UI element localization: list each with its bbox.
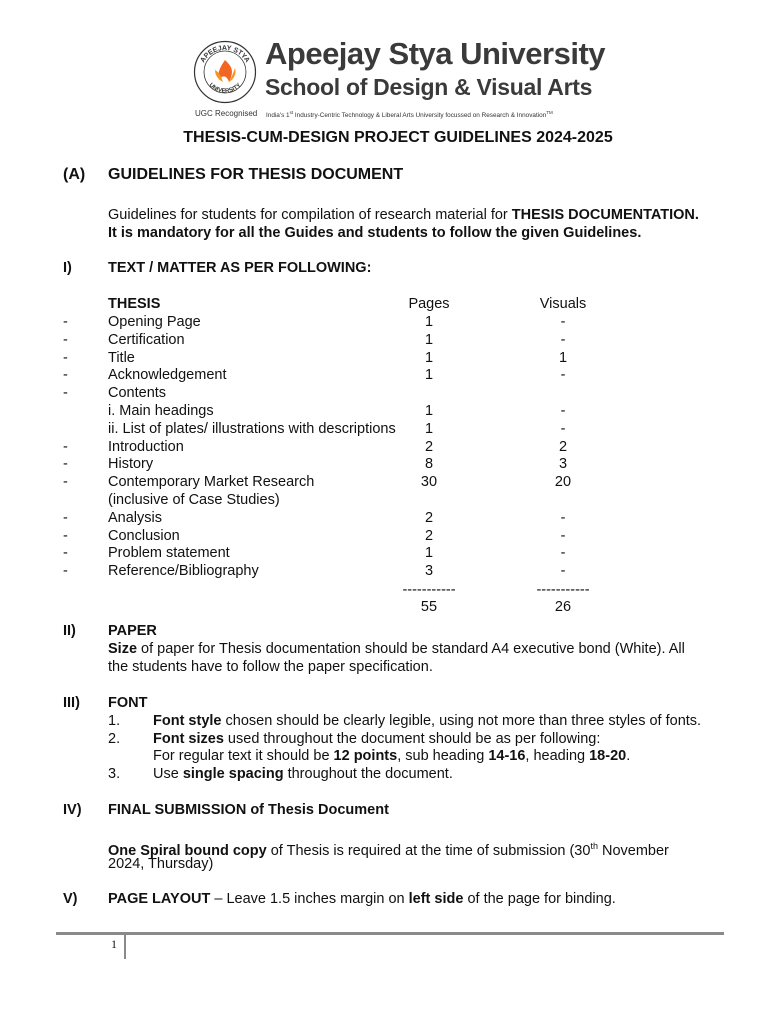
- row-item: (inclusive of Case Studies): [108, 492, 280, 508]
- row-visuals: -: [560, 331, 566, 348]
- row-visuals: -: [560, 403, 566, 419]
- row-visuals: 20: [554, 474, 572, 491]
- row-pages: 8: [424, 456, 434, 473]
- table-row: [0, 527, 768, 545]
- section-4-line1: One Spiral bound copy of Thesis is required at the time of submission (30th November: [108, 841, 669, 859]
- section-2-line1: Size of paper for Thesis documentation should be standard A4 executive bond (White). All: [108, 641, 685, 657]
- row-pages: 1: [424, 545, 434, 562]
- row-item: Contemporary Market Research: [108, 474, 315, 491]
- row-item: i. Main headings: [108, 403, 214, 419]
- pages-total-rule: -----------: [402, 582, 456, 598]
- font-item-2-number: 2.: [108, 731, 121, 747]
- table-row: [0, 438, 768, 456]
- row-pages: 2: [424, 509, 434, 526]
- row-pages: 1: [424, 314, 434, 330]
- col-header-visuals: Visuals: [539, 296, 587, 312]
- table-row: [0, 402, 768, 420]
- section-2-line2: the students have to follow the paper specification.: [108, 659, 433, 675]
- row-visuals: 2: [558, 438, 568, 455]
- footer-tick: [124, 935, 126, 959]
- section-2-label: II): [63, 623, 76, 639]
- row-item: Analysis: [108, 509, 162, 526]
- row-bullet: -: [63, 527, 68, 544]
- document-title: THESIS-CUM-DESIGN PROJECT GUIDELINES 2024-2025: [183, 129, 613, 146]
- table-row: [0, 366, 768, 384]
- section-5-text: PAGE LAYOUT – Leave 1.5 inches margin on left side of the page for binding.: [108, 891, 616, 907]
- ugc-recognised: UGC Recognised: [195, 109, 258, 118]
- table-row: [0, 562, 768, 580]
- row-bullet: -: [63, 314, 68, 330]
- table-row: [0, 455, 768, 473]
- table-row: [0, 544, 768, 562]
- section-4-label: IV): [63, 802, 82, 818]
- font-item-3-number: 3.: [108, 766, 121, 782]
- font-item-2-detail: For regular text it should be 12 points, sub heading 14-16, heading 18-20.: [153, 748, 631, 764]
- row-item: Acknowledgement: [108, 367, 227, 384]
- section-1-heading: TEXT / MATTER AS PER FOLLOWING:: [108, 260, 372, 276]
- row-item: ii. List of plates/ illustrations with descriptions: [108, 420, 396, 437]
- section-a-intro: Guidelines for students for compilation of research material for THESIS DOCUMENTATION.: [108, 207, 699, 223]
- total-row: [0, 598, 768, 616]
- row-visuals: 1: [558, 349, 568, 366]
- seal-text-bottom: UNIVERSITY: [207, 82, 243, 95]
- row-bullet: -: [63, 367, 68, 384]
- footer-rule: [56, 932, 724, 935]
- table-row: [0, 331, 768, 349]
- font-item-2: Font sizes used throughout the document should be as per following:: [153, 731, 601, 747]
- tagline: India's 1st Industry-Centric Technology & Liberal Arts University focussed on Research & Innovation™: [266, 110, 553, 120]
- section-1-label: I): [63, 260, 72, 276]
- row-item: Problem statement: [108, 545, 230, 562]
- table-row: [0, 349, 768, 367]
- row-visuals: -: [560, 314, 566, 330]
- row-pages: 3: [424, 563, 434, 580]
- total-rule-row: [0, 581, 768, 599]
- row-item: Introduction: [108, 438, 184, 455]
- font-item-1: Font style chosen should be clearly legible, using not more than three styles of fonts.: [153, 713, 702, 729]
- col-header-thesis: THESIS: [108, 296, 161, 312]
- section-3-label: III): [63, 695, 80, 711]
- row-item: Title: [108, 349, 135, 366]
- row-visuals: 3: [558, 456, 568, 473]
- row-visuals: -: [560, 563, 566, 580]
- row-pages: 2: [424, 438, 434, 455]
- section-5-label: V): [63, 891, 78, 907]
- table-row: [0, 313, 768, 331]
- row-visuals: -: [560, 545, 566, 562]
- section-4-line2: 2024, Thursday): [108, 856, 214, 872]
- row-bullet: -: [63, 545, 68, 562]
- university-name: Apeejay Stya University: [265, 36, 606, 71]
- row-pages: 1: [424, 403, 434, 419]
- row-item: Contents: [108, 385, 167, 402]
- school-name: School of Design & Visual Arts: [265, 74, 593, 100]
- row-pages: 30: [420, 474, 438, 491]
- section-a-label: (A): [63, 166, 86, 183]
- section-3-heading: FONT: [108, 695, 148, 711]
- row-item: History: [108, 456, 154, 473]
- row-pages: 1: [424, 349, 434, 366]
- row-pages: 1: [424, 367, 434, 384]
- row-visuals: -: [560, 367, 566, 384]
- font-item-3: Use single spacing throughout the document.: [153, 766, 453, 782]
- pages-total: 55: [420, 599, 438, 615]
- visuals-total: 26: [554, 599, 572, 615]
- table-row: [0, 491, 768, 509]
- section-a-mandatory: It is mandatory for all the Guides and students to follow the given Guidelines.: [108, 225, 642, 241]
- table-row: [0, 420, 768, 438]
- row-item: Reference/Bibliography: [108, 563, 259, 580]
- row-pages: 2: [424, 527, 434, 544]
- table-row: [0, 384, 768, 402]
- table-row: [0, 473, 768, 491]
- page-number: 1: [111, 937, 117, 951]
- row-visuals: -: [560, 527, 566, 544]
- visuals-total-rule: -----------: [536, 582, 590, 598]
- table-header-row: [0, 295, 768, 313]
- row-bullet: -: [63, 563, 68, 580]
- row-bullet: -: [63, 331, 68, 348]
- row-bullet: -: [63, 456, 68, 473]
- row-pages: 1: [424, 420, 434, 437]
- row-pages: 1: [424, 331, 434, 348]
- row-bullet: -: [63, 385, 68, 402]
- row-item: Conclusion: [108, 527, 180, 544]
- row-visuals: -: [560, 420, 566, 437]
- row-bullet: -: [63, 474, 68, 491]
- university-seal-logo: [193, 40, 257, 104]
- row-bullet: -: [63, 438, 68, 455]
- section-a-heading: GUIDELINES FOR THESIS DOCUMENT: [108, 166, 404, 183]
- row-item: Certification: [108, 331, 185, 348]
- section-2-heading: PAPER: [108, 623, 157, 639]
- section-4-heading: FINAL SUBMISSION of Thesis Document: [108, 802, 389, 818]
- table-row: [0, 509, 768, 527]
- row-item: Opening Page: [108, 314, 201, 330]
- col-header-pages: Pages: [408, 296, 450, 312]
- row-visuals: -: [560, 509, 566, 526]
- row-bullet: -: [63, 509, 68, 526]
- seal-text-top: APEEJAY STYA: [199, 44, 251, 64]
- font-item-1-number: 1.: [108, 713, 121, 729]
- row-bullet: -: [63, 349, 68, 366]
